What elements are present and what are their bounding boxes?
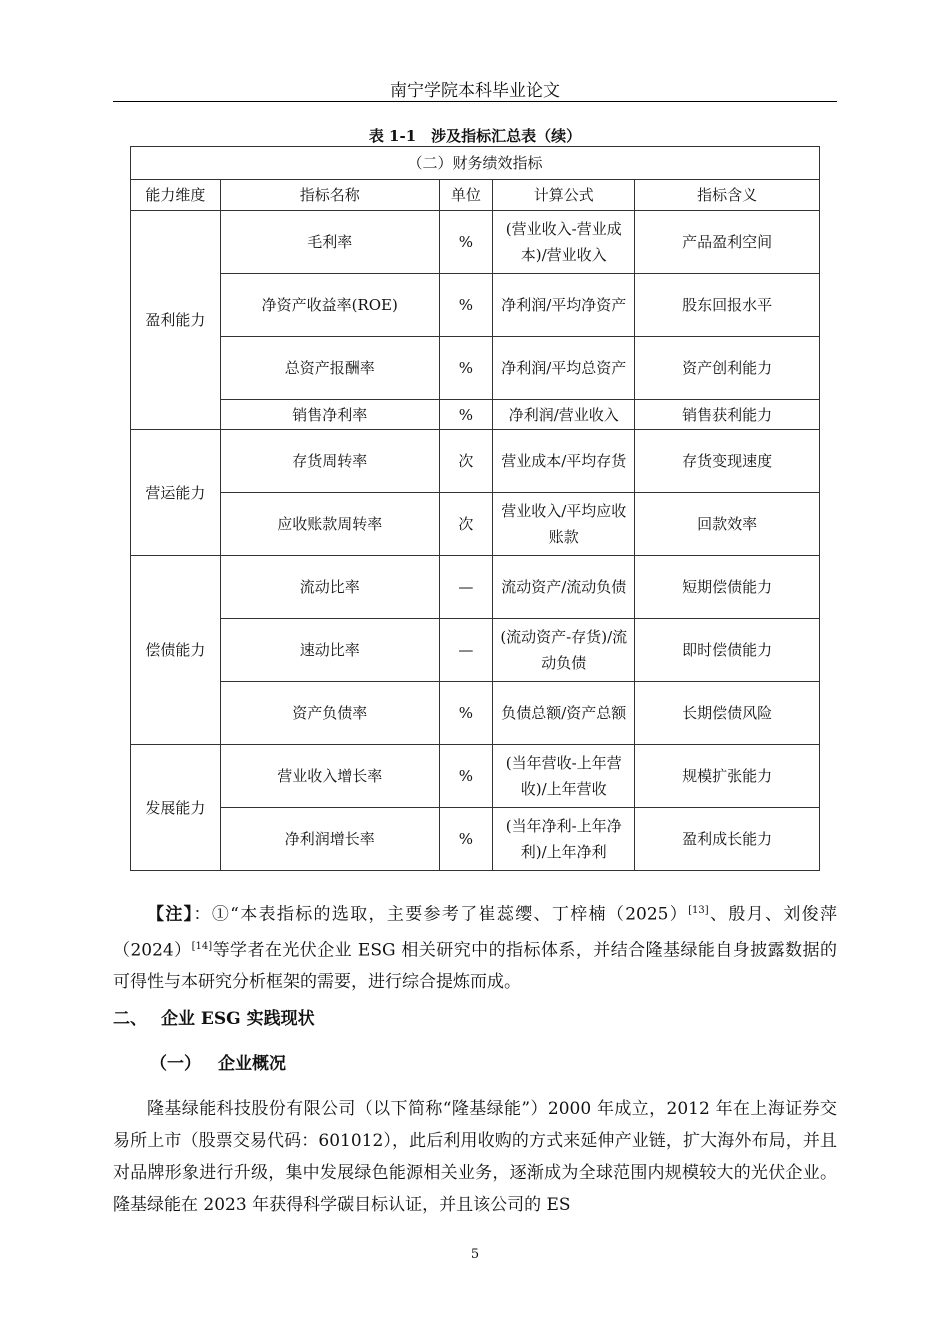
meaning-cell: 回款效率 [635, 493, 820, 556]
indicator-name-cell: 速动比率 [220, 619, 439, 682]
unit-cell: — [439, 556, 492, 619]
meaning-cell: 存货变现速度 [635, 430, 820, 493]
meaning-cell: 销售获利能力 [635, 400, 820, 430]
unit-cell: % [439, 337, 492, 400]
section-heading [113, 1004, 315, 1029]
formula-cell [493, 556, 635, 619]
section-number: 二、 [113, 1009, 147, 1029]
table-header-row [131, 180, 820, 211]
citation-ref: [13] [688, 905, 709, 916]
column-header: 能力维度 [131, 180, 221, 211]
formula-text: (营业收入-营业成本)/营业收入 [505, 220, 622, 264]
meaning-cell: 短期偿债能力 [635, 556, 820, 619]
column-header: 单位 [439, 180, 492, 211]
table-row [131, 400, 820, 430]
formula-cell [493, 493, 635, 556]
note-text: ：①“本表指标的选取，主要参考了崔蕊缨、丁梓楠（2025） [193, 904, 689, 925]
note-text: 等学者在光伏企业 ESG 相关研究中的指标体系，并结合隆基绿能自身披露数据的可得性与本研究分析框架的需要，进行综合提炼而成。 [113, 940, 837, 993]
running-header: 南宁学院本科毕业论文 [390, 81, 560, 101]
formula-cell [493, 430, 635, 493]
meaning-cell: 产品盈利空间 [635, 211, 820, 274]
header-rule [113, 101, 837, 102]
subsection-heading [150, 1049, 286, 1074]
table-row [131, 493, 820, 556]
meaning-cell: 长期偿债风险 [635, 682, 820, 745]
table-row [131, 619, 820, 682]
formula-cell [493, 808, 635, 871]
table-section-title: （二）财务绩效指标 [131, 147, 820, 180]
table-caption: 表 1-1 涉及指标汇总表（续） [368, 127, 582, 145]
table-row [131, 274, 820, 337]
citation-ref: [14] [191, 940, 213, 952]
table-row [131, 682, 820, 745]
unit-cell: — [439, 619, 492, 682]
subsection-number: （一） [150, 1054, 201, 1074]
formula-cell [493, 619, 635, 682]
table-row [131, 211, 820, 274]
column-header: 指标名称 [220, 180, 439, 211]
formula-cell [493, 745, 635, 808]
dimension-cell: 盈利能力 [131, 211, 221, 430]
note-label: 【注】 [147, 904, 194, 925]
formula-text: 负债总额/资产总额 [501, 704, 627, 722]
indicator-name-cell: 流动比率 [220, 556, 439, 619]
indicator-name-cell: 净利润增长率 [220, 808, 439, 871]
formula-text: (当年净利-上年净利)/上年净利 [505, 817, 622, 861]
formula-text: 净利润/平均净资产 [501, 296, 627, 314]
formula-cell: 净利润/营业收入 [493, 400, 635, 430]
unit-cell: % [439, 682, 492, 745]
note-text: 、殷月、刘俊萍（2024） [113, 904, 837, 961]
formula-cell [493, 337, 635, 400]
unit-cell: % [439, 400, 492, 430]
meaning-cell: 即时偿债能力 [635, 619, 820, 682]
unit-cell: % [439, 274, 492, 337]
formula-cell [493, 211, 635, 274]
meaning-cell: 规模扩张能力 [635, 745, 820, 808]
indicator-name-cell: 营业收入增长率 [220, 745, 439, 808]
meaning-cell: 资产创利能力 [635, 337, 820, 400]
dimension-cell: 发展能力 [131, 745, 221, 871]
indicator-name-cell: 毛利率 [220, 211, 439, 274]
indicator-name-cell: 总资产报酬率 [220, 337, 439, 400]
formula-cell [493, 274, 635, 337]
dimension-cell: 营运能力 [131, 430, 221, 556]
dimension-cell: 偿债能力 [131, 556, 221, 745]
meaning-cell: 股东回报水平 [635, 274, 820, 337]
unit-cell: % [439, 808, 492, 871]
table-row [131, 430, 820, 493]
formula-text: 净利润/平均总资产 [501, 359, 627, 377]
body-paragraph: 隆基绿能科技股份有限公司（以下简称“隆基绿能”）2000 年成立，2012 年在上海证券交易所上市（股票交易代码：601012），此后利用收购的方式来延伸产业链，扩大海外布局，并且对品牌形象进行升级，集中发展绿色能源相关业务，逐渐成为全球范围内规模较大的光伏企业。隆基绿能在 2023 年获得科学碳目标认证，并且该公司的 ES [113, 1099, 837, 1215]
table-row [131, 556, 820, 619]
indicator-name-cell: 应收账款周转率 [220, 493, 439, 556]
column-header: 计算公式 [493, 180, 635, 211]
formula-text: 流动资产/流动负债 [501, 578, 627, 596]
page-number: 5 [470, 1247, 480, 1262]
indicator-table [130, 146, 820, 871]
unit-cell: 次 [439, 493, 492, 556]
indicator-name-cell: 销售净利率 [220, 400, 439, 430]
indicator-name-cell: 资产负债率 [220, 682, 439, 745]
formula-text: 营业收入/平均应收账款 [501, 502, 627, 546]
table-note [113, 895, 837, 998]
table-row [131, 808, 820, 871]
formula-text: 营业成本/平均存货 [501, 452, 627, 470]
indicator-name-cell: 存货周转率 [220, 430, 439, 493]
table-row [131, 337, 820, 400]
meaning-cell: 盈利成长能力 [635, 808, 820, 871]
unit-cell: % [439, 211, 492, 274]
formula-cell [493, 682, 635, 745]
formula-text: (当年营收-上年营收)/上年营收 [505, 754, 622, 798]
indicator-name-cell: 净资产收益率(ROE) [220, 274, 439, 337]
unit-cell: % [439, 745, 492, 808]
subsection-title: 企业概况 [218, 1054, 286, 1074]
unit-cell: 次 [439, 430, 492, 493]
section-title: 企业 ESG 实践现状 [161, 1009, 315, 1029]
column-header: 指标含义 [635, 180, 820, 211]
formula-text: (流动资产-存货)/流动负债 [500, 628, 628, 672]
table-row [131, 745, 820, 808]
